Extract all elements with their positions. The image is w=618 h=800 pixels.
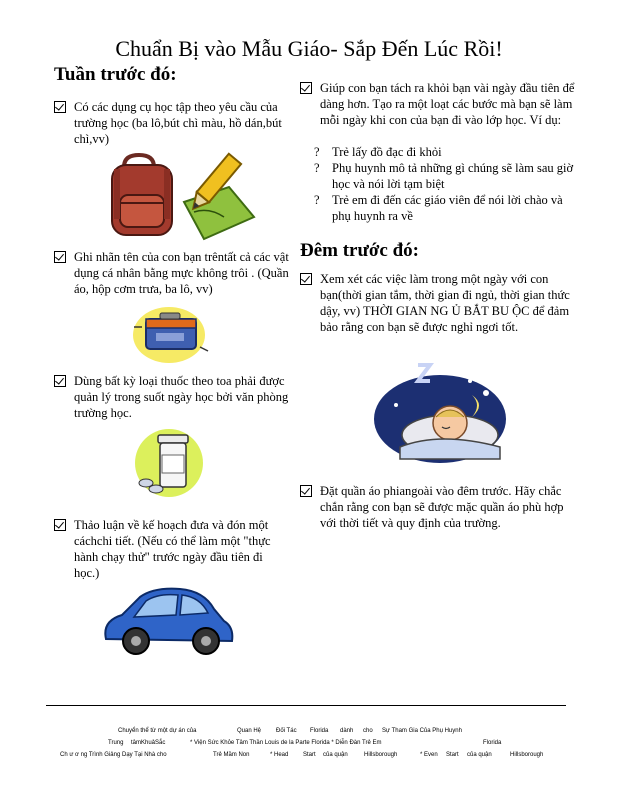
footer-text: của quận xyxy=(323,752,348,758)
footer-text: tâmKhuảSắc xyxy=(131,740,166,746)
checkbox-icon xyxy=(300,273,312,285)
footer-text: Trẻ Mầm Non xyxy=(213,752,250,758)
backpack-clipart xyxy=(54,147,290,247)
sleeping-child-icon xyxy=(300,335,580,475)
footer-text: Hillsborough xyxy=(364,752,398,758)
night-item-routine-text: Xem xét các việc làm trong một ngày với con bạn(thời gian tắm, thời gian đi ngủ, thời gian thức dậy, vv) THỜI GIAN NG Ủ BẮT BU ỘC để đảm bảo rằng con bạn sẽ được nghỉ ngơi tốt. xyxy=(320,271,570,334)
separation-item-text: Giúp con bạn tách ra khỏi bạn vài ngày đầu tiên để dàng hơn. Tạo ra một loạt các bước mà bạn sẽ làm mỗi ngày khi con của bạn đi vào lớp học. Ví dụ: xyxy=(320,81,575,127)
week-item-medication xyxy=(54,373,290,421)
list-item: ? Trẻ em đi đến các giáo viên để nói lời chào và phụ huynh ra về xyxy=(314,193,563,223)
list-item: ? Trẻ lấy đồ đạc đi khỏi xyxy=(314,145,442,159)
footer-text: Start xyxy=(446,752,459,758)
footer-text: Hillsborough xyxy=(510,752,544,758)
checkbox-icon xyxy=(54,101,66,113)
footer-text: Ch ư ơ ng Trình Giảng Dạy Tại Nhà cho xyxy=(60,752,167,758)
backpack-icon xyxy=(54,147,290,247)
right-column xyxy=(300,80,580,531)
footer-text: Trung xyxy=(108,740,124,746)
bullet-marker: ? xyxy=(314,145,320,159)
checkbox-icon xyxy=(54,251,66,263)
footer-text: * Viện Sức Khỏe Tâm Thần Louis de la Parte Florida * Diễn Đàn Trẻ Em xyxy=(190,740,382,746)
bullet-marker: ? xyxy=(314,161,320,175)
night-item-clothes xyxy=(300,483,580,531)
medicine-clipart xyxy=(54,421,290,501)
week-before-heading: Tuần trước đó: xyxy=(54,64,177,85)
bullet-marker: ? xyxy=(314,193,320,207)
sleeping-child-clipart xyxy=(300,335,580,475)
checkbox-icon xyxy=(54,375,66,387)
footer-text: Sự Tham Gia Của Phụ Huynh xyxy=(382,728,462,734)
car-icon xyxy=(54,581,290,661)
lunchbox-icon xyxy=(54,297,290,367)
separation-steps xyxy=(300,144,580,224)
footer-text: * Head xyxy=(270,752,289,758)
checkbox-icon xyxy=(300,82,312,94)
footer-text: * Even xyxy=(420,752,438,758)
week-item-medication-text: Dùng bất kỳ loại thuốc theo toa phải được quản lý trong suốt ngày học bởi văn phòng trường học. xyxy=(74,373,289,420)
night-before-heading: Đêm trước đó: xyxy=(300,240,419,261)
page-title: Chuẩn Bị vào Mẫu Giáo- Sắp Đến Lúc Rồi! xyxy=(115,36,503,61)
footer-text: dành xyxy=(340,728,354,734)
week-item-supplies-text: Có các dụng cụ học tập theo yêu cầu của trường học (ba lô,bút chì màu, hồ dán,bút chì,vv) xyxy=(74,99,282,146)
week-item-supplies xyxy=(54,99,290,147)
footer-text: cho xyxy=(363,728,373,734)
footer-text: Đối Tác xyxy=(276,728,297,734)
footer-text: Quan Hệ xyxy=(237,728,262,734)
footer-text: Start xyxy=(303,752,316,758)
week-item-labels-text: Ghi nhãn tên của con bạn trêntất cả các vật dụng cá nhân bằng mực không trôi . (Quần áo, hộp cơm trưa, ba lô, vv) xyxy=(74,249,289,296)
footer-text: của quận xyxy=(467,752,492,758)
car-clipart xyxy=(54,581,290,661)
footer-text: Florida xyxy=(310,728,329,734)
week-before-section xyxy=(54,64,290,661)
week-item-labels xyxy=(54,249,290,297)
checkbox-icon xyxy=(54,519,66,531)
footer-text: Chuyển thể từ một dự án của xyxy=(118,728,197,734)
week-item-plan-text: Thảo luận về kế hoạch đưa và đón một cáchchi tiết. (Nếu có thể làm một "thực hành chạy thử" trước ngày đầu tiên đi học.) xyxy=(74,517,271,580)
checkbox-icon xyxy=(300,485,312,497)
pill-bottle-icon xyxy=(54,421,290,501)
footer-divider xyxy=(46,705,566,706)
footer-text: Florida xyxy=(483,740,502,746)
week-item-plan xyxy=(54,517,290,581)
list-item: ? Phụ huynh mô tả những gì chúng sẽ làm sau giờ học và nói lời tạm biệt xyxy=(314,161,574,191)
separation-item xyxy=(300,80,580,128)
night-item-routine xyxy=(300,271,580,335)
lunchbox-clipart xyxy=(54,297,290,367)
night-item-clothes-text: Đặt quần áo phiangoài vào đêm trước. Hãy chắc chắn rằng con bạn sẽ được mặc quần áo phù hợp với thời tiết và quy định của trường. xyxy=(320,483,564,530)
